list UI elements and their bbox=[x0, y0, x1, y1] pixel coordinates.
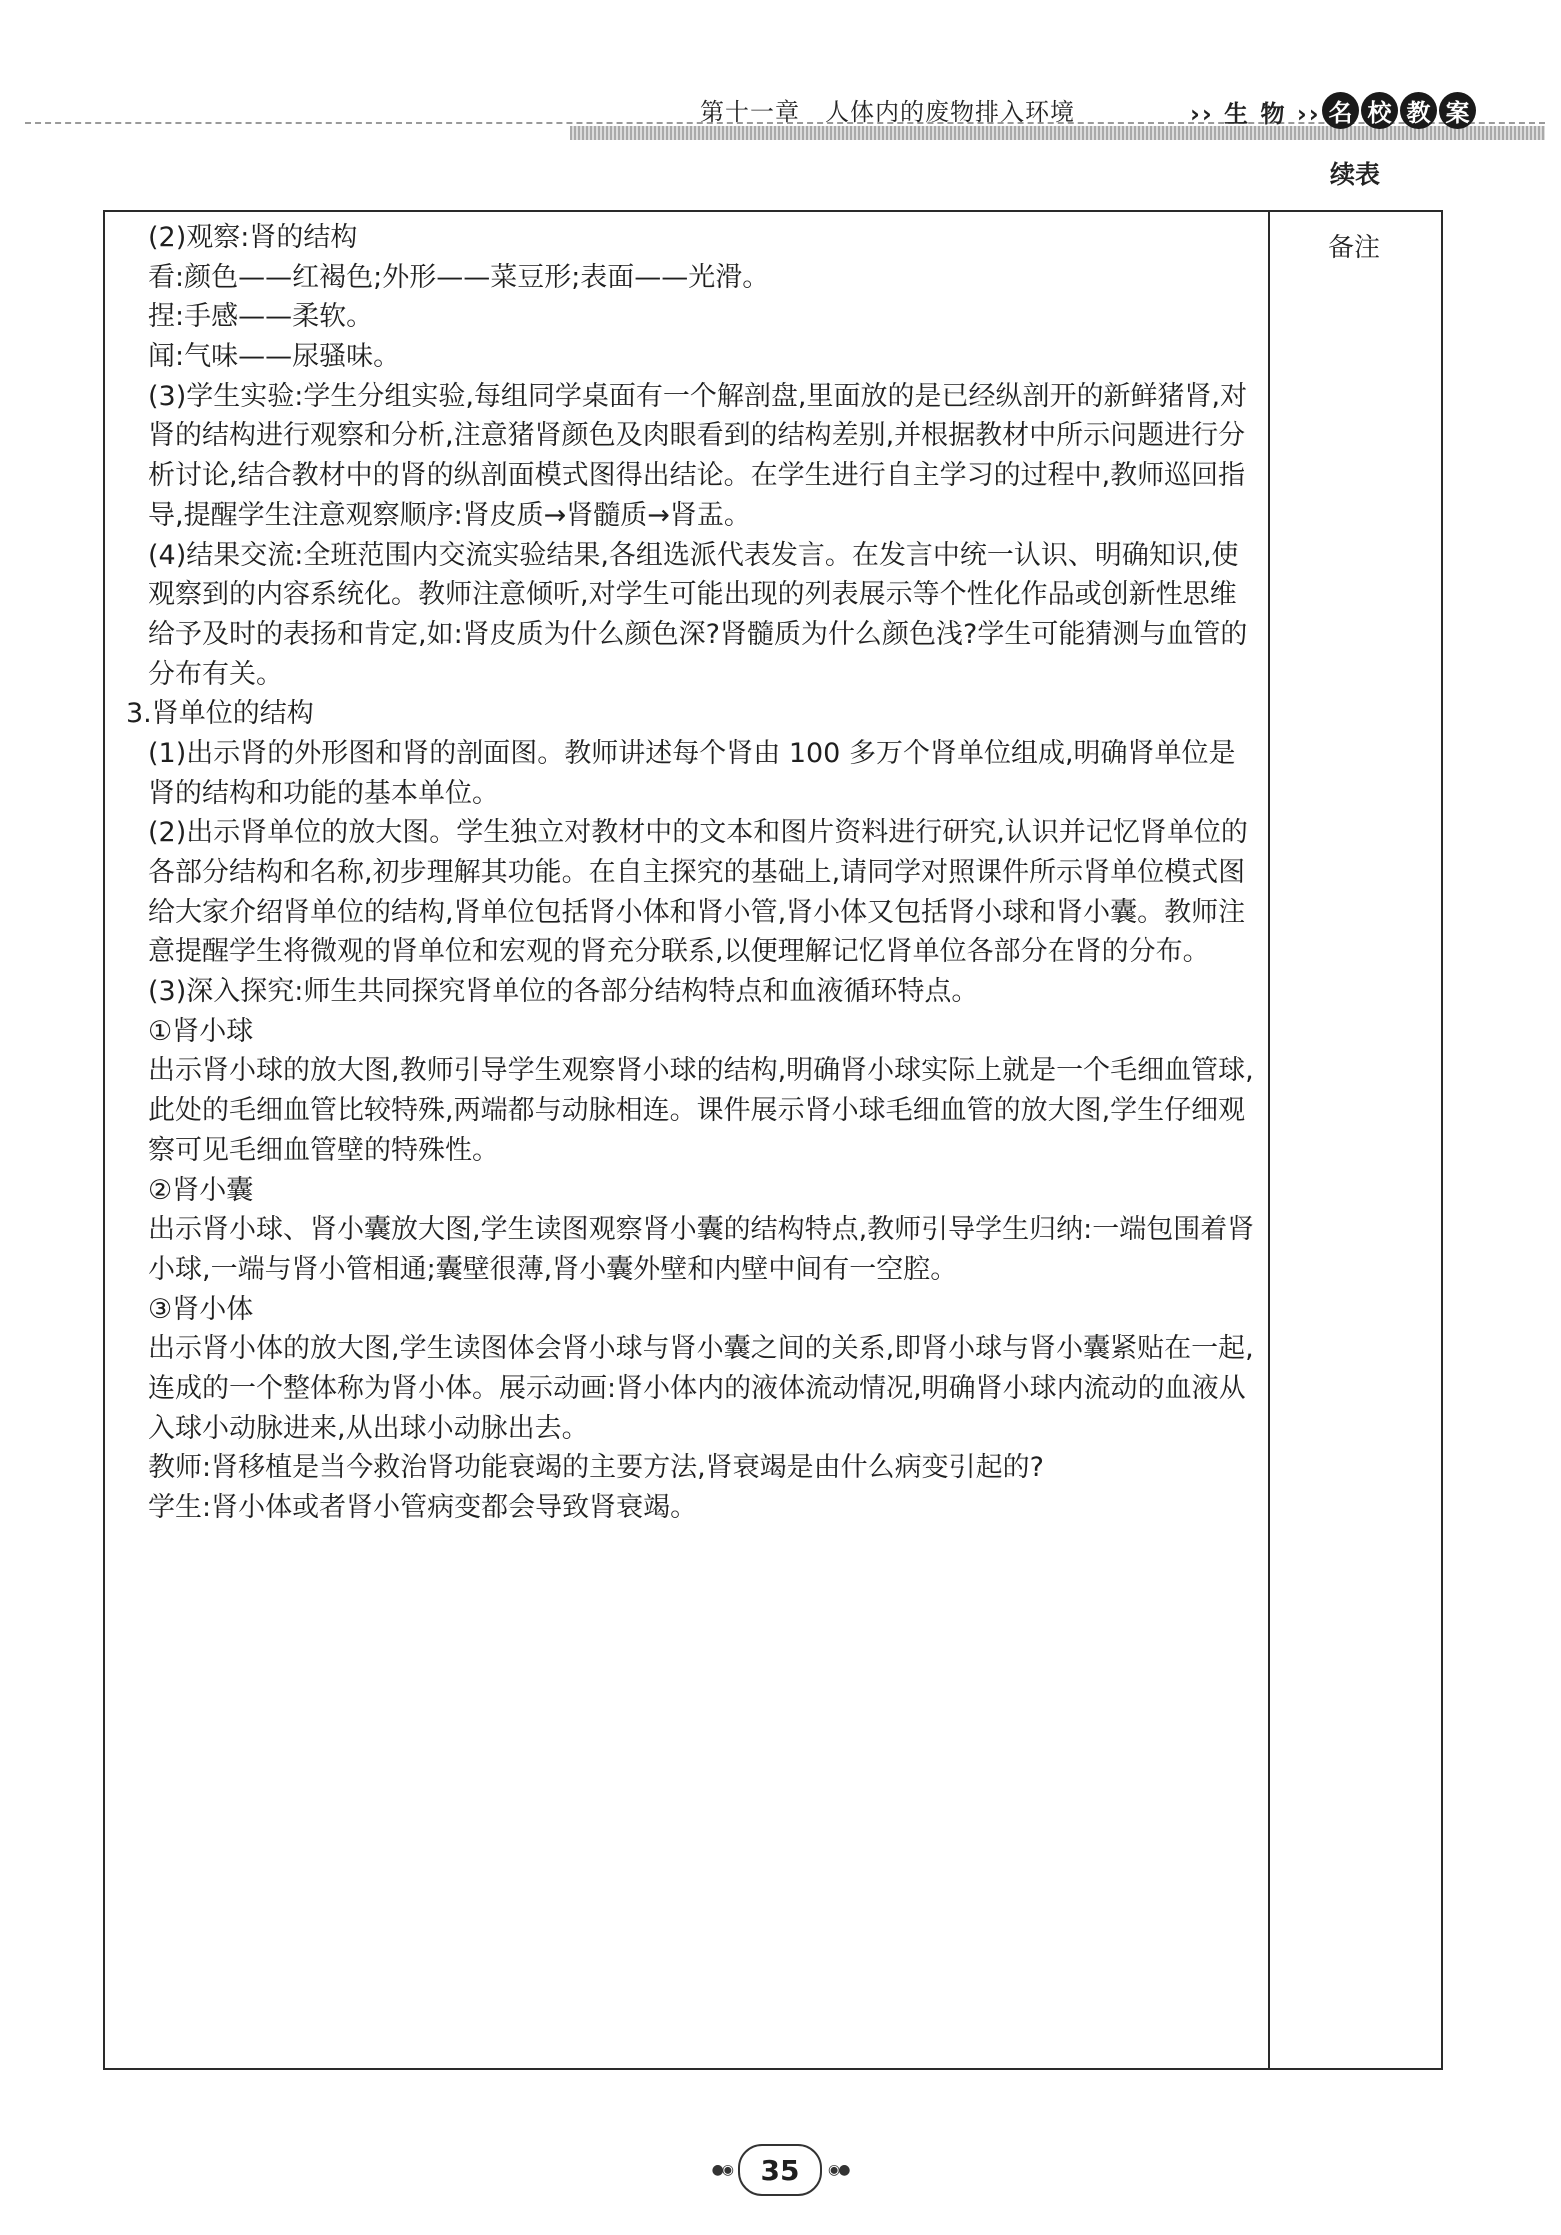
paragraph: 教师:肾移植是当今救治肾功能衰竭的主要方法,肾衰竭是由什么病变引起的? bbox=[148, 1452, 1045, 1484]
page-footer bbox=[700, 2140, 860, 2200]
subject-label: ›› 生 物 ›› bbox=[1190, 100, 1321, 128]
paragraph: (1)出示肾的外形图和肾的剖面图。教师讲述每个肾由 100 多万个肾单位组成,明确肾单位是肾的结构和功能的基本单位。 bbox=[148, 737, 1236, 809]
paragraph: 闻:气味——尿骚味。 bbox=[148, 341, 401, 373]
paragraph: (3)深入探究:师生共同探究肾单位的各部分结构特点和血液循环特点。 bbox=[148, 976, 979, 1008]
section-heading: 3.肾单位的结构 bbox=[126, 698, 314, 730]
subheading: ③肾小体 bbox=[148, 1293, 254, 1325]
page-number: 35 bbox=[738, 2144, 822, 2196]
lesson-content bbox=[126, 218, 1260, 1528]
paragraph: 出示肾小体的放大图,学生读图体会肾小球与肾小囊之间的关系,即肾小球与肾小囊紧贴在一起,连成的一个整体称为肾小体。展示动画:肾小体内的液体流动情况,明确肾小球内流动的血液从入球小动脉进来,从出球小动脉出去。 bbox=[148, 1333, 1254, 1444]
paragraph: 出示肾小球的放大图,教师引导学生观察肾小球的结构,明确肾小球实际上就是一个毛细血管球,此处的毛细血管比较特殊,两端都与动脉相连。课件展示肾小球毛细血管的放大图,学生仔细观察可见毛细血管壁的特殊性。 bbox=[148, 1055, 1254, 1166]
paragraph: (2)观察:肾的结构 bbox=[148, 222, 358, 253]
brand-char: 案 bbox=[1439, 92, 1476, 129]
subheading: ①肾小球 bbox=[148, 1015, 254, 1047]
table-column-divider bbox=[1268, 210, 1270, 2070]
brand-char: 名 bbox=[1322, 92, 1359, 129]
paragraph: (2)出示肾单位的放大图。学生独立对教材中的文本和图片资料进行研究,认识并记忆肾单位的各部分结构和名称,初步理解其功能。在自主探究的基础上,请同学对照课件所示肾单位模式图给大家介绍肾单位的结构,肾单位包括肾小体和肾小管,肾小体又包括肾小球和肾小囊。教师注意提醒学生将微观的肾单位和宏观的肾充分联系,以便理解记忆肾单位各部分在肾的分布。 bbox=[148, 817, 1248, 968]
notes-column-header: 备注 bbox=[1328, 233, 1381, 263]
chapter-title: 第十一章 人体内的废物排入环境 bbox=[700, 98, 1075, 126]
paragraph: 捏:手感——柔软。 bbox=[148, 301, 374, 333]
continued-label: 续表 bbox=[1330, 160, 1381, 189]
brand-logo bbox=[1322, 92, 1476, 132]
paragraph: 学生:肾小体或者肾小管病变都会导致肾衰竭。 bbox=[148, 1492, 698, 1523]
brand-char: 教 bbox=[1400, 92, 1437, 129]
paragraph: (4)结果交流:全班范围内交流实验结果,各组选派代表发言。在发言中统一认识、明确知识,使观察到的内容系统化。教师注意倾听,对学生可能出现的列表展示等个性化作品或创新性思维给予及时的表扬和肯定,如:肾皮质为什么颜色深?肾髓质为什么颜色浅?学生可能猜测与血管的分布有关。 bbox=[148, 539, 1248, 690]
paragraph: 看:颜色——红褐色;外形——菜豆形;表面——光滑。 bbox=[148, 261, 770, 293]
subheading: ②肾小囊 bbox=[148, 1174, 254, 1206]
decorative-dots-icon: ●◉ bbox=[711, 2162, 732, 2178]
paragraph: 出示肾小球、肾小囊放大图,学生读图观察肾小囊的结构特点,教师引导学生归纳:一端包围着肾小球,一端与肾小管相通;囊壁很薄,肾小囊外壁和内壁中间有一空腔。 bbox=[148, 1214, 1255, 1285]
brand-char: 校 bbox=[1361, 92, 1398, 129]
paragraph: (3)学生实验:学生分组实验,每组同学桌面有一个解剖盘,里面放的是已经纵剖开的新鲜猪肾,对肾的结构进行观察和分析,注意猪肾颜色及肉眼看到的结构差别,并根据教材中所示问题进行分析讨论,结合教材中的肾的纵剖面模式图得出结论。在学生进行自主学习的过程中,教师巡回指导,提醒学生注意观察顺序:肾皮质→肾髓质→肾盂。 bbox=[148, 380, 1248, 531]
decorative-dots-icon: ◉● bbox=[828, 2162, 849, 2178]
